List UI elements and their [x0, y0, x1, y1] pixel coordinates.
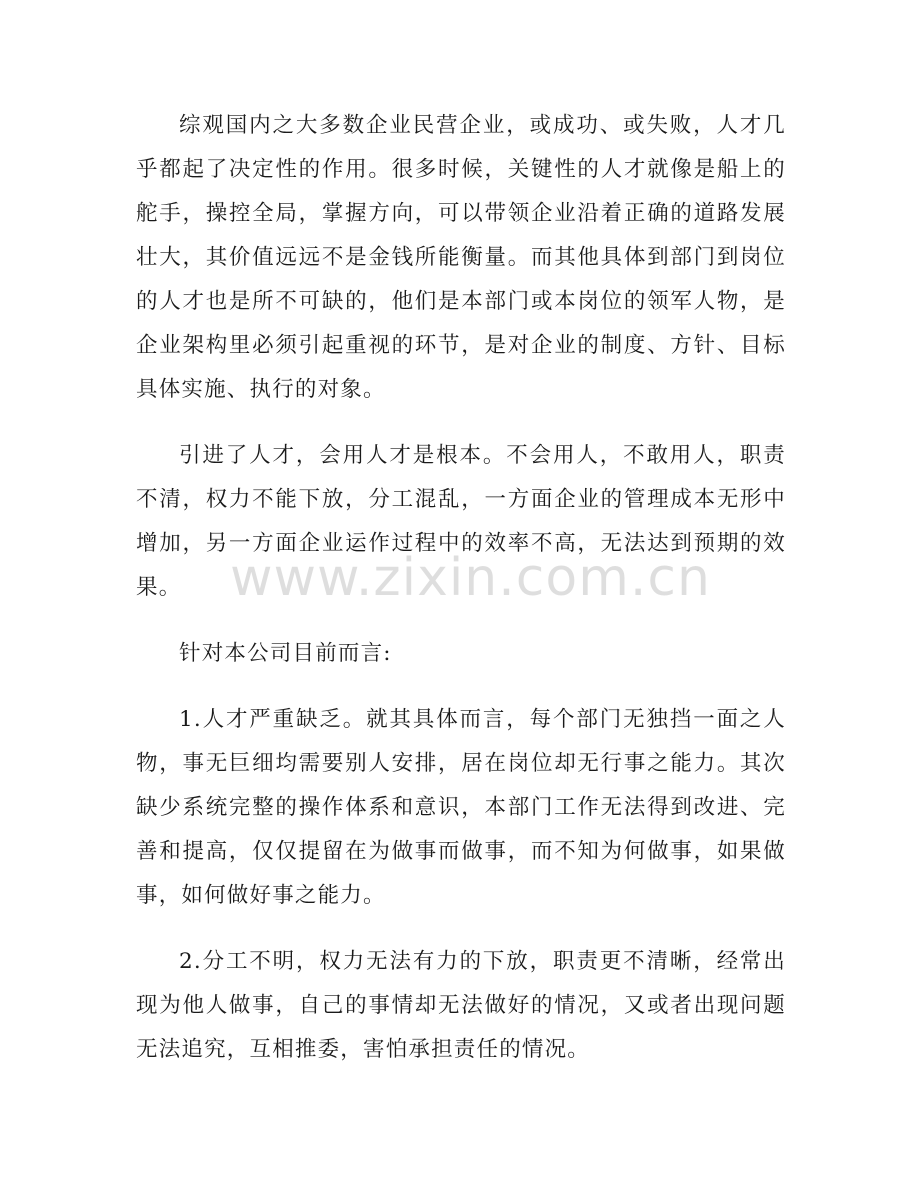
paragraph-point-2: 2.分工不明，权力无法有力的下放，职责更不清晰，经常出现为他人做事，自己的事情却无法做好的情况，又或者出现问题无法追究，互相推委，害怕承担责任的情况。: [136, 949, 786, 1062]
paragraph-talent-usage: 引进了人才，会用人才是根本。不会用人，不敢用人，职责不清，权力不能下放，分工混乱，一方面企业的管理成本无形中增加，另一方面企业运作过程中的效率不高，无法达到预期的效果。: [136, 443, 786, 600]
watermark-text: www.zixin.com.cn: [230, 548, 711, 608]
document-body: [136, 104, 786, 1094]
paragraph-intro: 综观国内之大多数企业民营企业，或成功、或失败，人才几乎都起了决定性的作用。很多时候，关键性的人才就像是船上的舵手，操控全局，掌握方向，可以带领企业沿着正确的道路发展壮大，其价值远远不是金钱所能衡量。而其他具体到部门到岗位的人才也是所不可缺的，他们是本部门或本岗位的领军人物，是企业架构里必须引起重视的环节，是对企业的制度、方针、目标具体实施、执行的对象。: [136, 113, 786, 402]
paragraph-point-1: 1.人才严重缺乏。就其具体而言，每个部门无独挡一面之人物，事无巨细均需要别人安排，居在岗位却无行事之能力。其次缺少系统完整的操作体系和意识，本部门工作无法得到改进、完善和提高，仅仅提留在为做事而做事，而不知为何做事，如果做事，如何做好事之能力。: [136, 707, 786, 908]
paragraph-company-heading: 针对本公司目前而言:: [179, 641, 392, 666]
